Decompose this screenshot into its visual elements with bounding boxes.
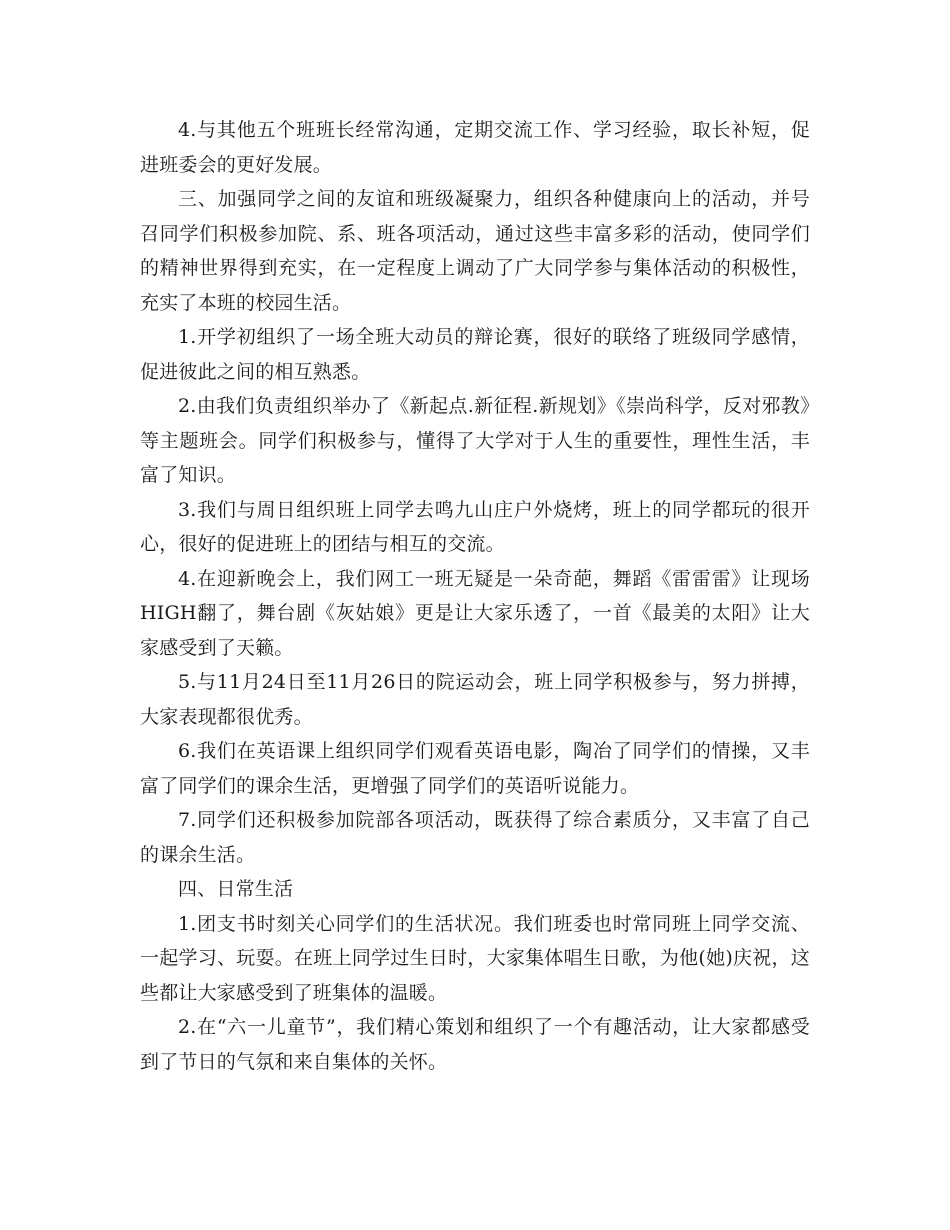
paragraph-outdoor-barbecue: 3.我们与周日组织班上同学去鸣九山庄户外烧烤，班上的同学都玩的很开心，很好的促进班上的团结与相互的交流。 [140, 498, 810, 555]
paragraph-childrens-day: 2.在“六一儿童节”，我们精心策划和组织了一个有趣活动，让大家都感受到了节日的气氛和来自集体的关怀。 [140, 1016, 810, 1073]
document-body [140, 113, 810, 1079]
paragraph-english-movies: 6.我们在英语课上组织同学们观看英语电影，陶冶了同学们的情操，又丰富了同学们的课余生活，更增强了同学们的英语听说能力。 [140, 740, 810, 797]
section-heading-friendship-activities: 三、加强同学之间的友谊和班级凝聚力，组织各种健康向上的活动，并号召同学们积极参加院、系、班各项活动，通过这些丰富多彩的活动，使同学们的精神世界得到充实，在一定程度上调动了广大同学参与集体活动的积极性，充实了本班的校园生活。 [140, 188, 810, 314]
paragraph-debate-contest: 1.开学初组织了一场全班大动员的辩论赛，很好的联络了班级同学感情，促进彼此之间的相互熟悉。 [140, 326, 810, 383]
paragraph-class-leader-communication: 4.与其他五个班班长经常沟通，定期交流工作、学习经验，取长补短，促进班委会的更好发展。 [140, 119, 810, 176]
paragraph-welcome-party: 4.在迎新晚会上，我们网工一班无疑是一朵奇葩，舞蹈《雷雷雷》让现场HIGH翻了，舞台剧《灰姑娘》更是让大家乐透了，一首《最美的太阳》让大家感受到了天籁。 [140, 567, 810, 659]
paragraph-department-activities: 7.同学们还积极参加院部各项活动，既获得了综合素质分，又丰富了自己的课余生活。 [140, 809, 810, 866]
paragraph-birthday-care: 1.团支书时刻关心同学们的生活状况。我们班委也时常同班上同学交流、一起学习、玩耍。在班上同学过生日时，大家集体唱生日歌，为他(她)庆祝，这些都让大家感受到了班集体的温暖。 [140, 912, 810, 1004]
paragraph-theme-class-meetings: 2.由我们负责组织举办了《新起点.新征程.新规划》《崇尚科学，反对邪教》等主题班会。同学们积极参与，懂得了大学对于人生的重要性，理性生活，丰富了知识。 [140, 395, 810, 486]
section-heading-daily-life: 四、日常生活 [178, 878, 294, 900]
paragraph-sports-meeting: 5.与11月24日至11月26日的院运动会，班上同学积极参与，努力拼搏，大家表现都很优秀。 [140, 671, 810, 728]
